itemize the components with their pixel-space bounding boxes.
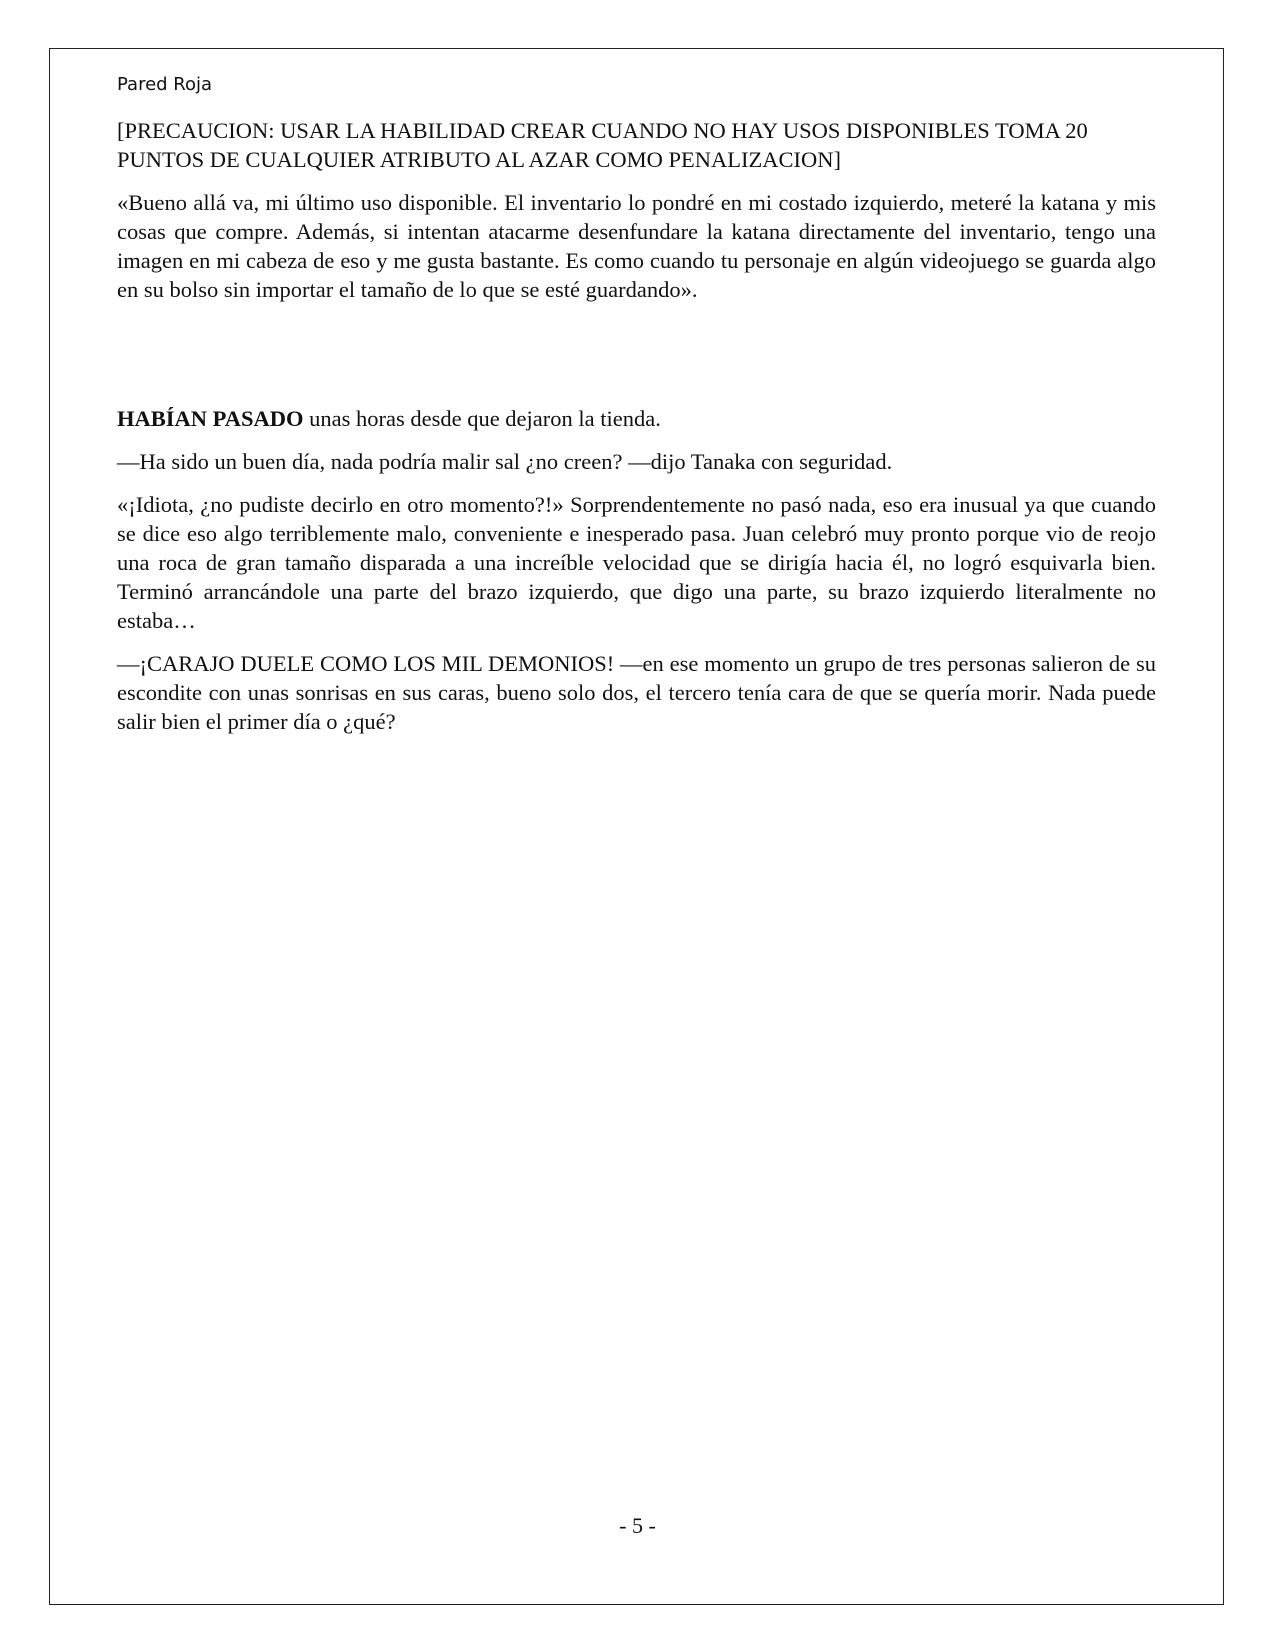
section-break (117, 318, 1156, 404)
paragraph-dialogue-tanaka: —Ha sido un buen día, nada podría malir sal ¿no creen? —dijo Tanaka con seguridad. (117, 449, 893, 474)
paragraph-ambush: —¡CARAJO DUELE COMO LOS MIL DEMONIOS! —en ese momento un grupo de tres personas salieron de su escondite con unas sonrisas en sus caras, bueno solo dos, el tercero tenía cara de que se quería morir. Nada puede salir bien el primer día o ¿qué? (117, 651, 1156, 734)
section-lead-rest: unas horas desde que dejaron la tienda. (303, 406, 661, 431)
system-warning: [PRECAUCION: USAR LA HABILIDAD CREAR CUANDO NO HAY USOS DISPONIBLES TOMA 20 PUNTOS DE CUALQUIER ATRIBUTO AL AZAR COMO PENALIZACION] (117, 118, 1088, 172)
section-opening-paragraph (117, 404, 1156, 433)
page-number: - 5 - (619, 1513, 656, 1538)
paragraph-inner-monologue: «Bueno allá va, mi último uso disponible. El inventario lo pondré en mi costado izquierdo, meteré la katana y mis cosas que compre. Además, si intentan atacarme desenfundare la katana directamente del inventario, tengo una imagen en mi cabeza de eso y me gusta bastante. Es como cuando tu personaje en algún videojuego se guarda algo en su bolso sin importar el tamaño de lo que se esté guardando». (117, 190, 1156, 302)
page-body (117, 116, 1156, 750)
running-header: Pared Roja (117, 74, 213, 95)
paragraph-rock-attack: «¡Idiota, ¿no pudiste decirlo en otro momento?!» Sorprendentemente no pasó nada, eso era inusual ya que cuando se dice eso algo terriblemente malo, conveniente e inesperado pasa. Juan celebró muy pronto porque vio de reojo una roca de gran tamaño disparada a una increíble velocidad que se dirigía hacia él, no logró esquivarla bien. Terminó arrancándole una parte del brazo izquierdo, que digo una parte, su brazo izquierdo literalmente no estaba… (117, 492, 1156, 633)
section-lead-in: HABÍAN PASADO (117, 406, 304, 431)
